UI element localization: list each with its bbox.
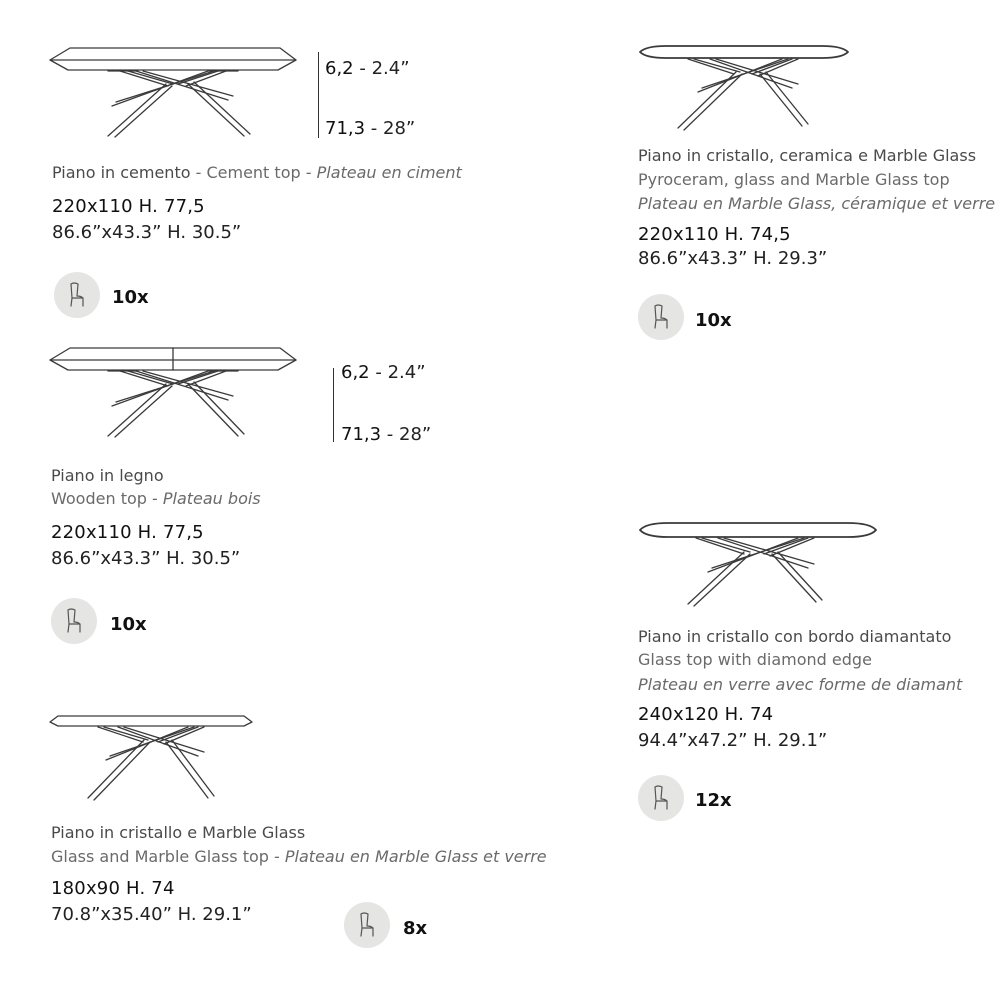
title-it: Piano in cristallo con bordo diamantato — [638, 627, 952, 646]
title-fr: Plateau en Marble Glass, céramique et verre — [638, 194, 996, 213]
title-it: Piano in cristallo, ceramica e Marble Glass — [638, 146, 977, 165]
thickness-cm: 6,2 — [341, 362, 370, 383]
title-en: Glass and Marble Glass top — [51, 847, 269, 866]
seat-count: 10x — [110, 614, 147, 635]
title-it: Piano in cemento — [52, 163, 191, 182]
chair-icon — [638, 294, 684, 340]
title-en: Wooden top — [51, 489, 147, 508]
title-fr: Plateau en verre avec forme de diamant — [638, 675, 963, 694]
seat-count: 10x — [112, 287, 149, 308]
seat-count: 8x — [403, 918, 428, 939]
title-en: Cement top — [206, 163, 301, 182]
dimensions-in: 86.6”x43.3” H. 30.5” — [52, 222, 242, 243]
chair-icon — [51, 598, 97, 644]
height-in: - 28” — [381, 424, 432, 445]
dimensions-in: 86.6”x43.3” H. 30.5” — [51, 548, 241, 569]
thickness-in: - 2.4” — [369, 362, 426, 383]
thickness-in: - 2.4” — [353, 58, 410, 79]
dimensions-in: 86.6”x43.3” H. 29.3” — [638, 248, 828, 269]
seat-badge — [54, 272, 100, 318]
height-measure — [341, 424, 431, 445]
title-fr: Plateau en ciment — [316, 163, 462, 182]
height-dimension-line — [333, 368, 334, 442]
title-fr: Plateau bois — [162, 489, 261, 508]
dimensions-in: 94.4”x47.2” H. 29.1” — [638, 730, 828, 751]
seat-badge — [638, 294, 684, 340]
height-cm: 71,3 — [341, 424, 382, 445]
seat-badge — [638, 775, 684, 821]
product-title-wood — [51, 489, 261, 508]
thickness-cm: 6,2 — [325, 58, 354, 79]
seat-count: 10x — [695, 310, 732, 331]
table-drawing-pyroceram — [636, 42, 852, 132]
dimensions-in: 70.8”x35.40” H. 29.1” — [51, 904, 252, 925]
title-separator: - — [146, 489, 163, 508]
dimensions-cm: 220x110 H. 77,5 — [52, 196, 205, 217]
title-separator: - — [300, 163, 317, 182]
chair-icon — [344, 902, 390, 948]
title-separator: - — [190, 163, 207, 182]
chair-icon — [54, 272, 100, 318]
seat-badge — [344, 902, 390, 948]
title-it: Piano in cristallo e Marble Glass — [51, 823, 306, 842]
title-en: Pyroceram, glass and Marble Glass top — [638, 170, 950, 189]
dimensions-cm: 240x120 H. 74 — [638, 704, 774, 725]
table-drawing-cement — [48, 44, 298, 144]
table-drawing-diamond-edge — [636, 520, 880, 610]
height-measure — [325, 118, 415, 139]
seat-badge — [51, 598, 97, 644]
dimensions-cm: 220x110 H. 74,5 — [638, 224, 791, 245]
title-it: Piano in legno — [51, 466, 164, 485]
title-fr: Plateau en Marble Glass et verre — [284, 847, 547, 866]
thickness-measure — [341, 362, 426, 383]
chair-icon — [638, 775, 684, 821]
height-in: - 28” — [365, 118, 416, 139]
dimensions-cm: 180x90 H. 74 — [51, 878, 175, 899]
title-separator: - — [268, 847, 285, 866]
product-title-glass — [51, 847, 547, 866]
table-drawing-glass — [48, 712, 254, 802]
thickness-measure — [325, 58, 410, 79]
seat-count: 12x — [695, 790, 732, 811]
height-dimension-line — [318, 52, 319, 138]
height-cm: 71,3 — [325, 118, 366, 139]
table-drawing-wood — [48, 344, 298, 444]
title-en: Glass top with diamond edge — [638, 650, 872, 669]
dimensions-cm: 220x110 H. 77,5 — [51, 522, 204, 543]
product-title-cement — [52, 163, 462, 182]
